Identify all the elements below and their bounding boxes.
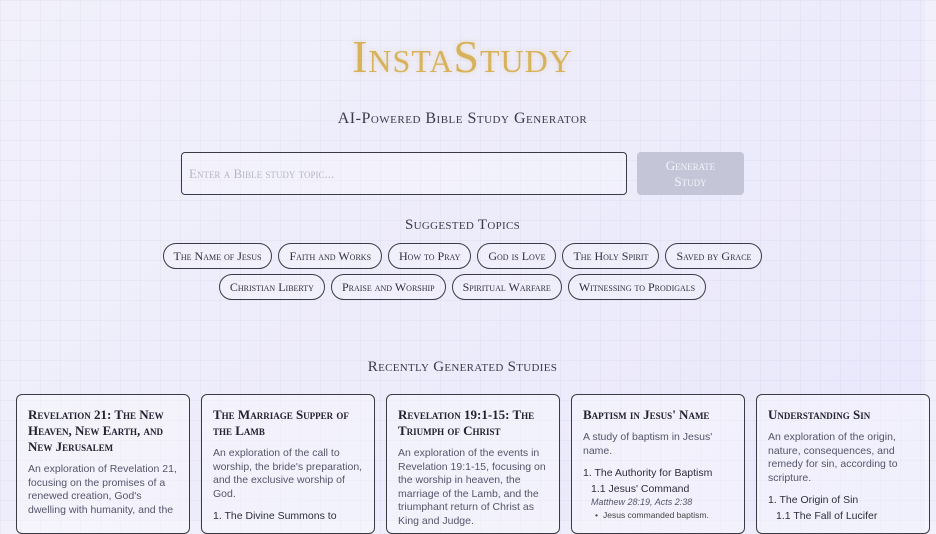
topic-pill[interactable]: Faith and Works	[278, 243, 382, 269]
topic-pill[interactable]: How to Pray	[388, 243, 471, 269]
topic-pill[interactable]: The Holy Spirit	[562, 243, 659, 269]
study-card-title: The Marriage Supper of the Lamb	[213, 407, 349, 438]
app-logo: InstaStudy	[352, 31, 573, 82]
study-card-description: An exploration of the call to worship, the bride's preparation, and the exclusive worship of God.	[213, 447, 363, 500]
study-card-title: Revelation 21: The New Heaven, New Earth, and New Jerusalem	[28, 407, 164, 454]
study-card[interactable]	[756, 394, 930, 534]
recent-studies-list	[16, 394, 936, 534]
study-card[interactable]	[16, 394, 190, 534]
study-card[interactable]	[386, 394, 560, 534]
study-card-section-heading: 1. The Divine Summons to	[213, 510, 337, 522]
study-card-bullet: • Jesus commanded baptism.	[583, 510, 733, 520]
generate-study-button[interactable]: Generate Study	[637, 152, 744, 195]
study-card[interactable]	[571, 394, 745, 534]
topic-pill[interactable]: Saved by Grace	[665, 243, 762, 269]
study-card-title: Baptism in Jesus' Name	[583, 407, 710, 422]
study-card-title: Understanding Sin	[768, 407, 871, 422]
page-subtitle: AI-Powered Bible Study Generator	[337, 110, 588, 127]
study-card-description: An exploration of the events in Revelation 19:1-15, focusing on the worship in heaven, the marriage of the Lamb, and the triumphant return of Christ as King and Judge.	[398, 447, 546, 527]
study-card[interactable]	[201, 394, 375, 534]
study-card-title: Revelation 19:1-15: The Triumph of Christ	[398, 407, 535, 438]
study-card-section-heading: 1. The Origin of Sin	[768, 494, 859, 506]
study-card-section-heading: 1. The Authority for Baptism	[583, 467, 713, 479]
study-card-subsection-heading: 1.1 The Fall of Lucifer	[776, 510, 878, 522]
topic-pill[interactable]: Witnessing to Prodigals	[568, 274, 706, 300]
topic-pill[interactable]: The Name of Jesus	[163, 243, 273, 269]
recent-studies-heading: Recently Generated Studies	[367, 359, 558, 375]
study-card-subsection-heading: 1.1 Jesus' Command	[591, 483, 690, 495]
suggested-topics-list	[150, 243, 775, 300]
study-card-description: A study of baptism in Jesus' name.	[583, 431, 713, 457]
topic-pill[interactable]: Christian Liberty	[219, 274, 325, 300]
study-card-description: An exploration of the origin, nature, consequences, and remedy for sin, according to scripture.	[768, 431, 898, 484]
study-card-scripture-reference: Matthew 28:19, Acts 2:38	[591, 497, 693, 507]
study-card-description: An exploration of Revelation 21, focusing on the promises of a renewed creation, God's dwelling with humanity, and the	[28, 463, 177, 516]
topic-search-input[interactable]	[181, 152, 627, 195]
suggested-topics-heading: Suggested Topics	[404, 217, 520, 233]
topic-pill[interactable]: Spiritual Warfare	[452, 274, 562, 300]
topic-pill[interactable]: Praise and Worship	[331, 274, 446, 300]
topic-pill[interactable]: God is Love	[477, 243, 556, 269]
